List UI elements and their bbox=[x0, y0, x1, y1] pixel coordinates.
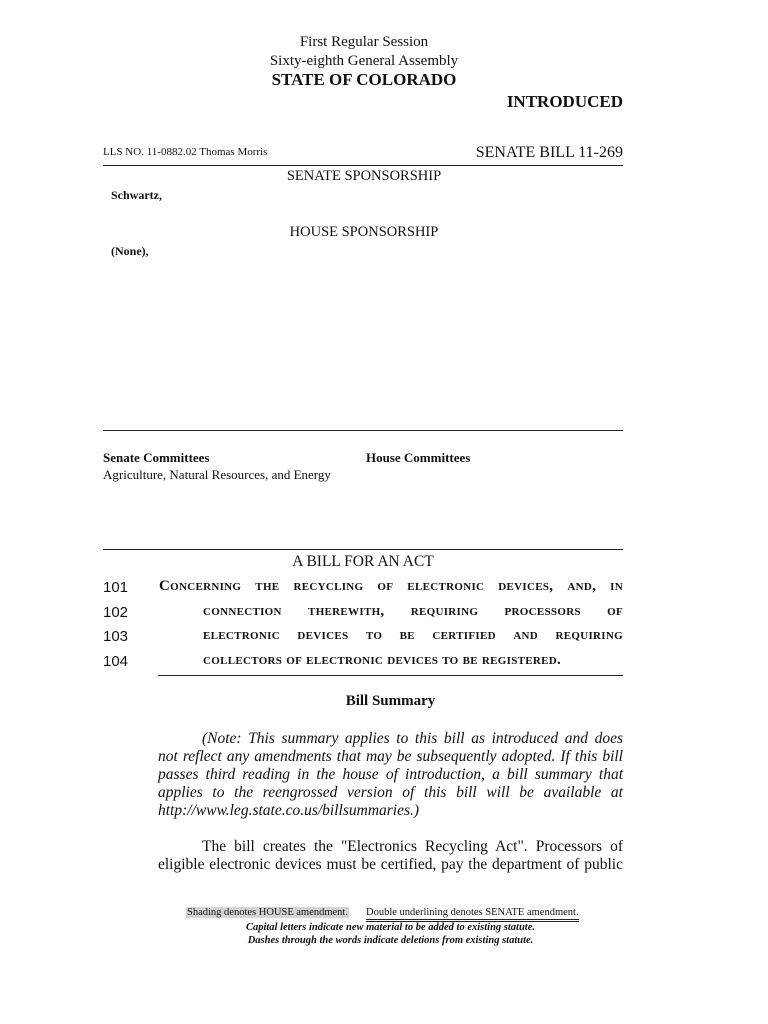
senate-underline-note: Double underlining denotes SENATE amendment. bbox=[366, 907, 579, 922]
summary-note-line: not reflect any amendments that may be subsequently adopted. If this bill bbox=[158, 748, 623, 765]
lls-number: LLS NO. 11-0882.02 Thomas Morris bbox=[103, 146, 268, 158]
dashes-note: Dashes through the words indicate deletions from existing statute. bbox=[247, 935, 534, 946]
act-heading: A BILL FOR AN ACT bbox=[292, 553, 434, 570]
status-label: INTRODUCED bbox=[506, 92, 623, 111]
summary-note-line: (Note: This summary applies to this bill as introduced and does bbox=[202, 730, 623, 747]
house-shading-note: Shading denotes HOUSE amendment. bbox=[187, 907, 348, 918]
senate-sponsorship-heading: SENATE SPONSORSHIP bbox=[286, 168, 442, 184]
divider bbox=[158, 675, 623, 676]
bill-number: SENATE BILL 11-269 bbox=[475, 144, 623, 161]
summary-body-line: eligible electronic devices must be certified, pay the department of public bbox=[158, 856, 623, 873]
session-title: First Regular Session bbox=[299, 34, 429, 50]
summary-heading: Bill Summary bbox=[345, 693, 436, 709]
senate-committees-heading: Senate Committees bbox=[103, 450, 210, 465]
house-committees-heading: House Committees bbox=[366, 450, 471, 465]
act-line: collectors of electronic devices to be registered. bbox=[203, 652, 562, 668]
assembly-title: Sixty-eighth General Assembly bbox=[269, 53, 459, 69]
summary-note-line: applies to the reengrossed version of this bill will be available at bbox=[158, 784, 623, 801]
summary-body-line: The bill creates the "Electronics Recycling Act". Processors of bbox=[202, 838, 623, 855]
divider bbox=[103, 430, 623, 431]
line-number: 103 bbox=[103, 628, 129, 645]
line-number: 104 bbox=[103, 653, 129, 670]
act-line: connection therewith, requiring processors of bbox=[203, 603, 623, 619]
summary-note-line: passes third reading in the house of introduction, a bill summary that bbox=[158, 766, 623, 783]
act-line: Concerning the recycling of electronic devices, and, in bbox=[159, 578, 623, 594]
house-sponsor: (None), bbox=[111, 244, 149, 258]
act-line: electronic devices to be certified and requiring bbox=[203, 627, 623, 643]
line-number: 102 bbox=[103, 604, 129, 621]
summary-note-line: http://www.leg.state.co.us/billsummaries.) bbox=[158, 802, 420, 819]
senate-sponsor: Schwartz, bbox=[111, 188, 162, 202]
capital-letters-note: Capital letters indicate new material to be added to existing statute. bbox=[245, 922, 536, 933]
senate-committees-list: Agriculture, Natural Resources, and Energy bbox=[103, 467, 331, 482]
divider bbox=[103, 165, 623, 166]
house-sponsorship-heading: HOUSE SPONSORSHIP bbox=[289, 224, 439, 240]
state-title: STATE OF COLORADO bbox=[271, 70, 457, 89]
line-number: 101 bbox=[103, 579, 129, 596]
divider bbox=[103, 549, 623, 550]
